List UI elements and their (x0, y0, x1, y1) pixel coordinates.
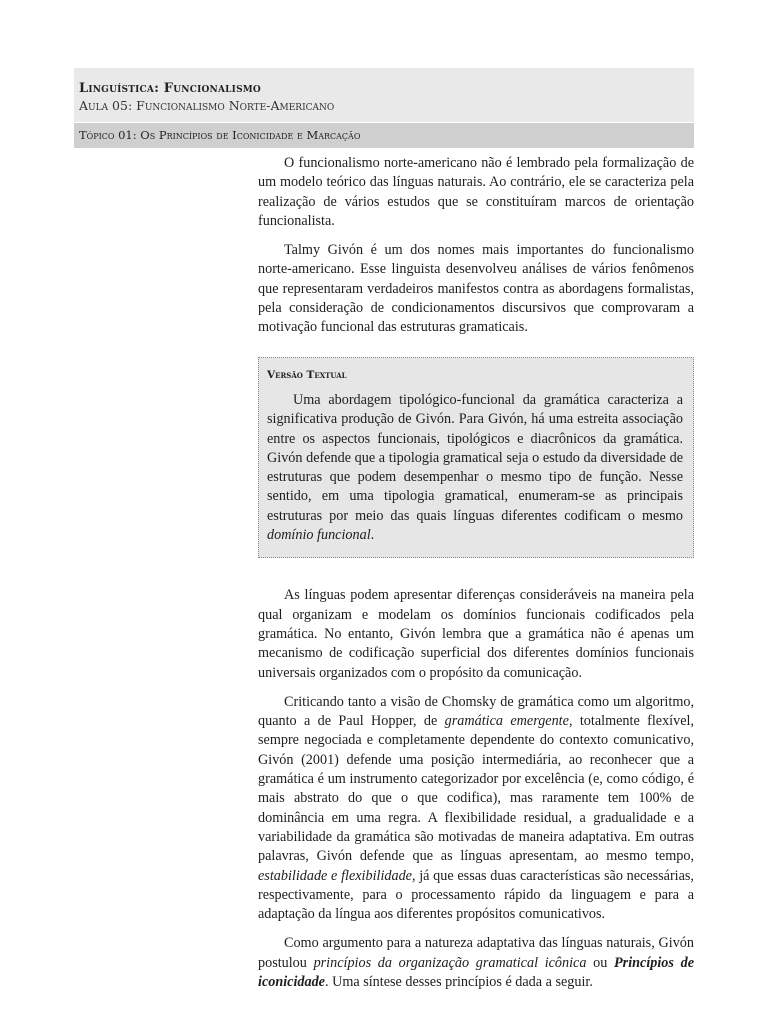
text-version-body-part: Uma abordagem tipológico-funcional da gramática caracteriza a significativa produção de Givón. Para Givón, há uma estreita associação entre os aspectos funcionais, tipológicos e diacrônicos da gramática. Givón defende que a tipologia gramatical seja o estudo da diversidade de estruturas que podem desempenhar o mesmo tipo de função. Nesse sentido, em uma tipologia gramatical, enumeram-se as principais estruturas por meio das quais línguas diferentes codificam o mesmo (267, 391, 683, 524)
p5-text-3: . Uma síntese desses princípios é dada a seguir. (324, 973, 593, 990)
p4-emphasis-1: gramática emergente (444, 713, 569, 730)
p4-text: Criticando tanto a visão de Chomsky de gramática como um algoritmo, quanto a de Paul Hopper, de (258, 693, 694, 730)
paragraph-2: Talmy Givón é um dos nomes mais importantes do funcionalismo norte-americano. Esse linguista desenvolveu análises de vários fenômenos que representaram verdadeiros manifestos contra as abordagens formalistas, pela consideração de condicionamentos discursivos que comprovaram a motivação funcional das estruturas gramaticais. (258, 242, 694, 336)
text-version-title: Versão Textual (267, 368, 347, 381)
p5-text: Como argumento para a natureza adaptativa das línguas naturais, Givón postulou (258, 935, 694, 971)
p4-emphasis-2: estabilidade e flexibilidade (258, 867, 412, 884)
text-version-emphasis: domínio funcional (267, 527, 371, 544)
p4-text-2: , totalmente flexível, sempre negociada e completamente dependente do contexto comunicativo, Givón (2001) defende uma posição intermediária, ao reconhecer que a gramática é um instrumento categorizador por excelência (e, como código, é mais abstrato do que o que codifica), mas raramente tem 100% de dominância em uma regra. A flexibilidade residual, a gradualidade e a variabilidade da gramática são motivadas de maneira adaptativa. Em outras palavras, Givón defende que as línguas apresentam, ao mesmo tempo, (258, 713, 694, 865)
text-version-box (258, 357, 694, 559)
document-header (74, 68, 694, 122)
p4-text-3: , já que essas duas características são necessárias, respectivamente, para o processamento rápido da linguagem e para a adaptação da língua aos diferentes propósitos comunicativos. (258, 867, 694, 923)
p5-bold-emphasis: Princípios de iconicidade (258, 954, 694, 990)
topic-title: Tópico 01: Os Princípios de Iconicidade e Marcação (74, 123, 694, 148)
lesson-title: Aula 05: Funcionalismo Norte-Americano (79, 98, 335, 113)
text-version-body (267, 391, 683, 545)
paragraph-1: O funcionalismo norte-americano não é lembrado pela formalização de um modelo teórico das línguas naturais. Ao contrário, ele se caracteriza pela realização de vários estudos que se constituíram marcos de orientação funcionalista. (258, 155, 694, 229)
main-content (258, 154, 694, 1002)
p5-text-2: ou (586, 954, 615, 971)
p5-emphasis: princípios da organização gramatical icônica (313, 954, 587, 971)
paragraph-5 (258, 934, 694, 992)
paragraph-3: As línguas podem apresentar diferenças consideráveis na maneira pela qual organizam e modelam os domínios funcionais codificados pela gramática. No entanto, Givón lembra que a gramática não é apenas um mecanismo de codificação superficial dos diferentes domínios funcionais universais organizados com o propósito da comunicação. (258, 587, 694, 681)
paragraph-4 (258, 693, 694, 925)
text-version-body-end: . (370, 527, 375, 544)
course-title: Linguística: Funcionalismo (79, 81, 261, 96)
